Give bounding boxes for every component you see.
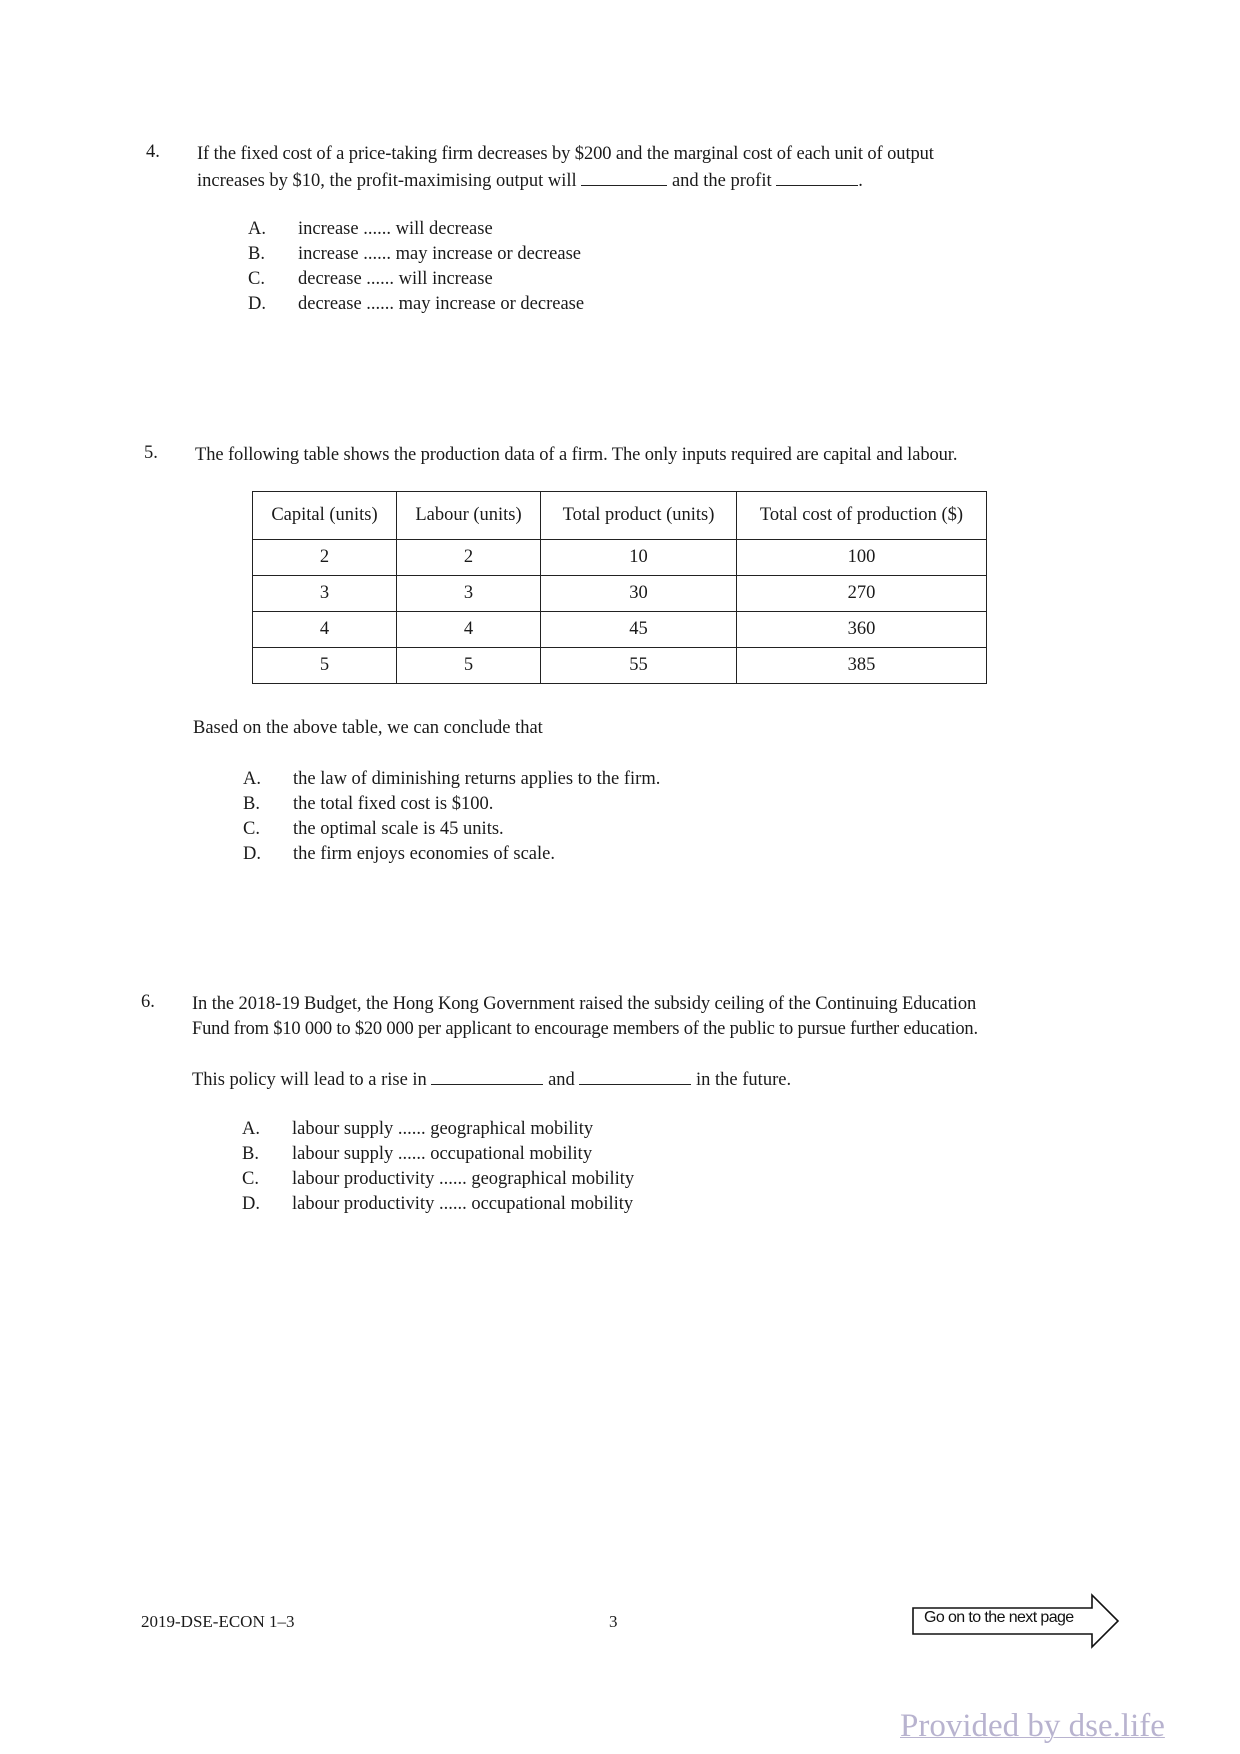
answer-blank [579,1066,691,1085]
question-6-line-2: Fund from $10 000 to $20 000 per applicant to encourage members of the public to pursue further education. [192,1019,978,1039]
option-letter: A. [243,769,261,789]
column-header-total-cost: Total cost of production ($) [737,492,987,540]
table-cell: 3 [397,576,541,612]
option-text: increase ...... may increase or decrease [298,244,581,264]
option-text: labour productivity ...... occupational mobility [292,1194,634,1214]
option-letter: C. [248,269,265,289]
table-cell: 55 [541,648,737,684]
column-header-labour: Labour (units) [397,492,541,540]
option-text: labour supply ...... occupational mobility [292,1144,593,1164]
option-letter: B. [248,244,265,264]
option-text: labour supply ...... geographical mobility [292,1119,594,1139]
table-cell: 3 [253,576,397,612]
option-letter: C. [242,1169,259,1189]
production-data-table [252,491,987,684]
answer-blank [776,167,858,186]
option-text: labour productivity ...... geographical mobility [292,1169,635,1189]
paper-code: 2019-DSE-ECON 1–3 [141,1612,295,1631]
option-letter: B. [242,1144,259,1164]
option-text: the optimal scale is 45 units. [293,819,504,839]
table-cell: 270 [737,576,987,612]
table-row [253,612,987,648]
option-letter: C. [243,819,260,839]
option-text: decrease ...... may increase or decrease [298,294,585,314]
option-letter: A. [248,219,266,239]
question-4-line-2 [197,167,1127,194]
question-6-number: 6. [141,992,155,1012]
option-letter: D. [243,844,261,864]
table-row [253,576,987,612]
table-cell: 4 [253,612,397,648]
question-5-conclusion: Based on the above table, we can conclude that [193,718,543,738]
question-4-line-2-end: . [858,171,863,191]
option-letter: A. [242,1119,260,1139]
answer-blank [431,1066,543,1085]
watermark-text: Provided by dse.life [900,1708,1165,1744]
option-text: the law of diminishing returns applies to the firm. [293,769,661,789]
option-text: decrease ...... will increase [298,269,493,289]
option-text: increase ...... will decrease [298,219,493,239]
question-4-number: 4. [146,142,160,162]
table-row [253,540,987,576]
question-4-stem [197,142,1127,194]
table-cell: 2 [253,540,397,576]
table-header-row [253,492,987,540]
question-6-policy-c: in the future. [696,1070,792,1090]
table-cell: 10 [541,540,737,576]
question-6-stem [192,992,1132,1042]
question-4-line-2-a: increases by $10, the profit-maximising output will [197,171,577,191]
table-cell: 100 [737,540,987,576]
option-letter: D. [242,1194,260,1214]
question-6-line-1: In the 2018-19 Budget, the Hong Kong Government raised the subsidy ceiling of the Continuing Education [192,994,977,1014]
answer-blank [581,167,667,186]
option-letter: D. [248,294,266,314]
page-number: 3 [609,1612,618,1631]
table-cell: 2 [397,540,541,576]
next-page-arrow [912,1593,1120,1649]
table-cell: 4 [397,612,541,648]
option-text: the total fixed cost is $100. [293,794,494,814]
table-cell: 5 [253,648,397,684]
next-page-label: Go on to the next page [924,1609,1074,1626]
question-4-line-1: If the fixed cost of a price-taking firm decreases by $200 and the marginal cost of each unit of output [197,144,934,164]
question-6-policy-a: This policy will lead to a rise in [192,1070,427,1090]
table-cell: 360 [737,612,987,648]
column-header-total-product: Total product (units) [541,492,737,540]
table-cell: 30 [541,576,737,612]
question-5-number: 5. [144,443,158,463]
question-4-line-2-b: and the profit [671,171,772,191]
table-cell: 45 [541,612,737,648]
table-row [253,648,987,684]
table-cell: 5 [397,648,541,684]
question-6-policy-b: and [548,1070,575,1090]
table-cell: 385 [737,648,987,684]
option-letter: B. [243,794,260,814]
question-5-intro: The following table shows the production data of a firm. The only inputs required are capital and labour. [195,445,958,465]
question-6-policy-line [192,1066,791,1093]
column-header-capital: Capital (units) [253,492,397,540]
option-text: the firm enjoys economies of scale. [293,844,555,864]
